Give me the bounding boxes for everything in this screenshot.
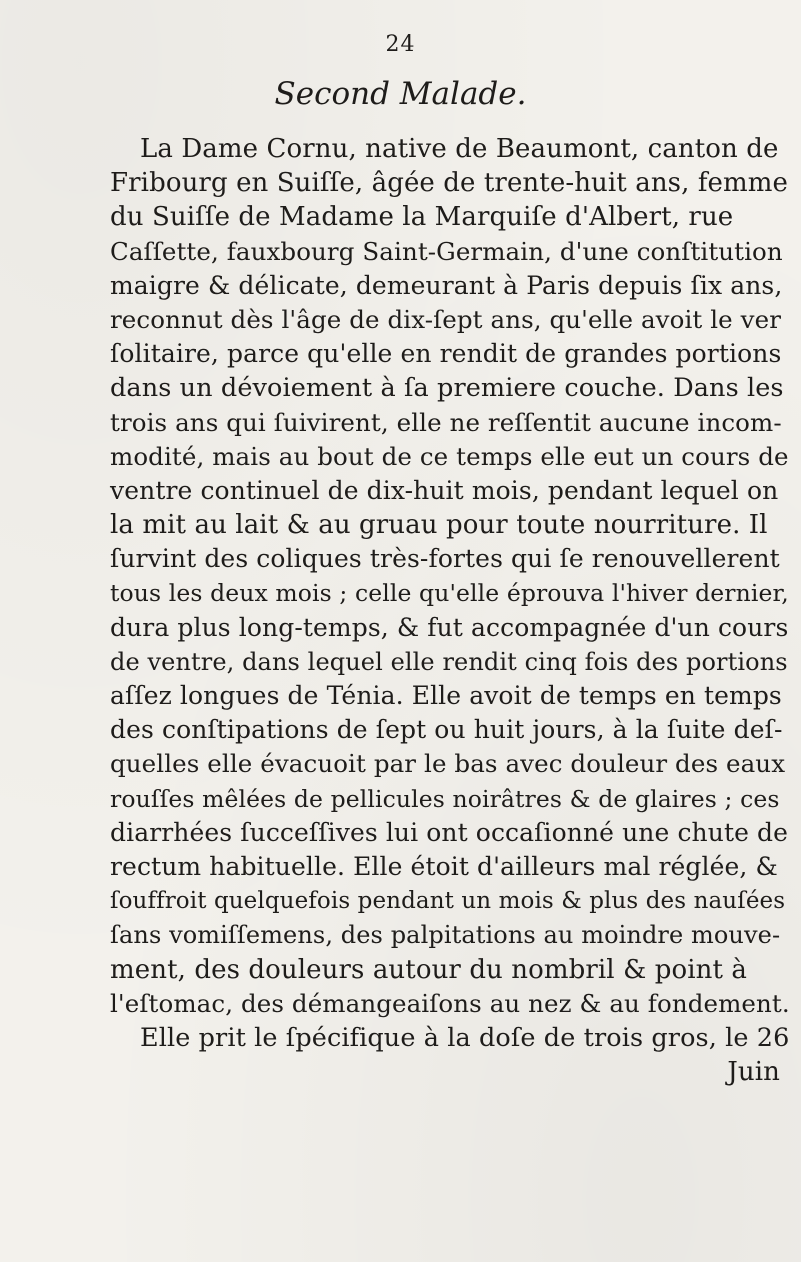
text-line: diarrhées ſucceſſives lui ont occaſionné une chute de xyxy=(110,817,789,847)
text-line: Fribourg en Suiſſe, âgée de trente-huit ans, femme xyxy=(110,168,789,199)
text-line: dans un dévoiement à ſa premiere couche. Dans les xyxy=(110,373,784,404)
text-line: de ventre, dans lequel elle rendit cinq fois des portions xyxy=(110,647,788,676)
text-line: dura plus long-temps, & fut accompagnée d'un cours xyxy=(110,612,789,642)
section-title: Second Malade. xyxy=(274,76,527,112)
text-line: trois ans qui ſuivirent, elle ne reſſentit aucune incom- xyxy=(110,407,782,437)
body-text xyxy=(110,132,800,1089)
text-line: Elle prit le ſpécifique à la doſe de trois gros, le 26 xyxy=(140,1022,790,1053)
text-line: ſurvint des coliques très-fortes qui ſe renouvellerent xyxy=(110,544,780,574)
text-line: ſolitaire, parce qu'elle en rendit de grandes portions xyxy=(110,339,782,369)
text-line: modité, mais au bout de ce temps elle eut un cours de xyxy=(110,441,789,471)
text-line: ment, des douleurs autour du nombril & point à xyxy=(110,954,747,985)
text-line: des conſtipations de ſept ou huit jours, à la ſuite deſ- xyxy=(110,715,783,745)
text-line: Caſſette, fauxbourg Saint-Germain, d'une conſtitution xyxy=(110,236,783,266)
page-number: 24 xyxy=(385,32,416,57)
text-line: tous les deux mois ; celle qu'elle éprouva l'hiver dernier, xyxy=(110,579,789,608)
text-line: aſſez longues de Ténia. Elle avoit de temps en temps xyxy=(110,681,782,710)
text-line: maigre & délicate, demeurant à Paris depuis ſix ans, xyxy=(110,270,783,300)
text-line: rouſſes mêlées de pellicules noirâtres & de glaires ; ces xyxy=(110,784,780,813)
text-line: quelles elle évacuoit par le bas avec douleur des eaux xyxy=(110,749,786,779)
text-line: du Suiſſe de Madame la Marquiſe d'Albert, rue xyxy=(110,202,734,233)
text-line: l'eſtomac, des démangeaiſons au nez & au fondement. xyxy=(110,988,790,1018)
text-line: reconnut dès l'âge de dix-ſept ans, qu'elle avoit le ver xyxy=(110,304,782,334)
text-line: ſans vomiſſemens, des palpitations au moindre mouve- xyxy=(110,921,781,950)
text-line: la mit au lait & au gruau pour toute nourriture. Il xyxy=(110,510,768,541)
text-line: ventre continuel de dix-huit mois, pendant lequel on xyxy=(110,475,779,505)
text-line: ſouffroit quelquefois pendant un mois & plus des nauſées xyxy=(110,888,786,915)
text-line: La Dame Cornu, native de Beaumont, canton de xyxy=(140,134,779,164)
text-line: rectum habituelle. Elle étoit d'ailleurs mal réglée, & xyxy=(110,851,778,881)
catchword: Juin xyxy=(727,1057,780,1088)
